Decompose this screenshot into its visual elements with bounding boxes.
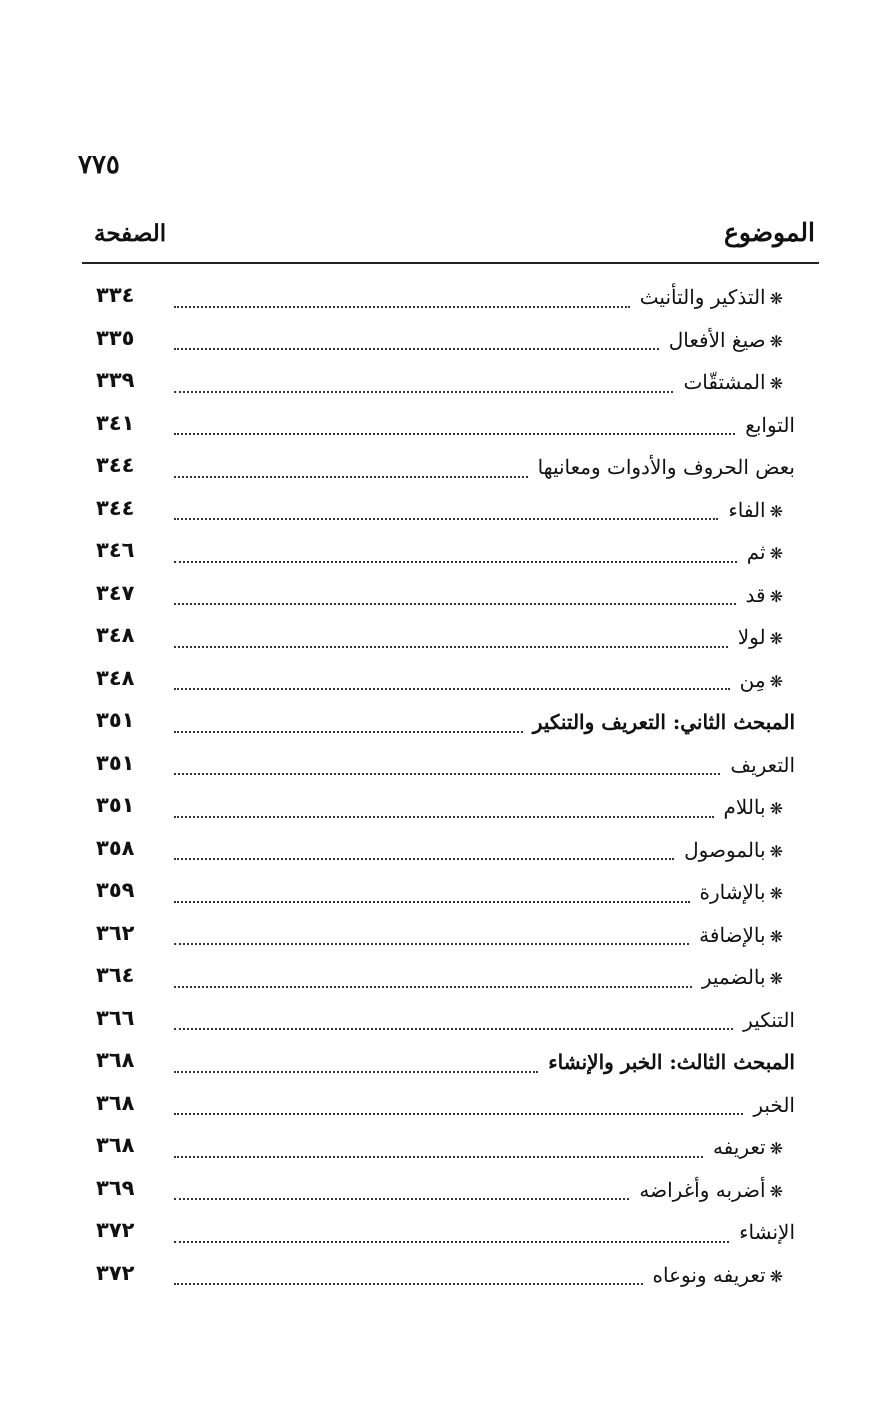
toc-entry-title-wrap: [749, 1093, 795, 1117]
toc-entry-title: الخبر: [753, 1092, 795, 1117]
toc-entry-title-wrap: [735, 1220, 795, 1244]
dot-leader: [174, 476, 528, 478]
bullet-star-icon: ❋: [769, 926, 783, 946]
toc-entry: [90, 534, 795, 577]
toc-entry-title-wrap: [736, 668, 783, 692]
toc-entry-title-wrap: [635, 1178, 783, 1202]
toc-entry-title: صيغ الأفعال: [668, 327, 766, 352]
toc-entry: [90, 1002, 795, 1045]
toc-entry: [90, 747, 795, 790]
toc-header: [88, 218, 815, 258]
toc-entry-page: ٣٥١: [96, 750, 135, 775]
toc-entry-title-wrap: [743, 540, 783, 564]
toc-entry-title: الإنشاء: [739, 1220, 795, 1244]
toc-entry-title: التنكير: [743, 1007, 795, 1032]
toc-entry: [90, 832, 795, 875]
toc-entry: [90, 1087, 795, 1130]
toc-entry: [90, 449, 795, 492]
toc-entry-title: بعض الحروف والأدوات ومعانيها: [537, 455, 795, 479]
toc-entry-title-wrap: [665, 328, 783, 352]
toc-entry-title: بالموصول: [684, 837, 766, 862]
toc-entry-page: ٣٦٩: [96, 1175, 135, 1200]
bullet-star-icon: ❋: [769, 1266, 783, 1286]
toc-entry-page: ٣٧٢: [96, 1260, 135, 1285]
toc-entry-page: ٣٥١: [96, 708, 135, 732]
toc-entry-page: ٣٦٨: [96, 1048, 135, 1072]
toc-entry-title: الفاء: [728, 497, 766, 522]
toc-entry-title: تعريفه ونوعاه: [652, 1262, 766, 1287]
toc-entry-page: ٣٤٧: [96, 580, 135, 605]
bullet-star-icon: ❋: [769, 374, 783, 393]
header-divider: [82, 262, 819, 264]
toc-entry-title: التوابع: [745, 412, 795, 437]
toc-entry: [90, 1129, 795, 1172]
toc-entry-page: ٣٦٤: [96, 963, 135, 987]
dot-leader: [174, 1283, 643, 1285]
dot-leader: [174, 986, 692, 988]
toc-entry-title-wrap: [534, 455, 795, 479]
dot-leader: [174, 901, 690, 903]
toc-entry-page: ٣٤٤: [96, 495, 135, 520]
toc-entry-title-wrap: [544, 1050, 795, 1074]
toc-entry-page: ٣٥٩: [96, 878, 135, 902]
dot-leader: [174, 561, 737, 563]
toc-entry-page: ٣٤٦: [96, 538, 135, 562]
toc-entry-title-wrap: [720, 795, 783, 819]
toc-entry: [90, 1214, 795, 1257]
toc-entry-title: التعريف: [730, 752, 795, 777]
bullet-star-icon: ❋: [769, 289, 783, 308]
toc-entry-page: ٣٥٨: [96, 835, 135, 860]
toc-entry-title-wrap: [726, 753, 795, 777]
toc-entry-title-wrap: [695, 923, 783, 947]
bullet-star-icon: ❋: [769, 1139, 783, 1158]
toc-entry-page: ٣٧٢: [96, 1218, 135, 1242]
toc-entry: [90, 1044, 795, 1087]
table-of-contents: [90, 279, 795, 1299]
toc-entry: [90, 1172, 795, 1215]
toc-entry-title: التذكير والتأنيث: [639, 285, 766, 309]
toc-entry-title: المشتقّات: [683, 370, 766, 394]
bullet-star-icon: ❋: [769, 671, 783, 691]
bullet-star-icon: ❋: [769, 799, 783, 818]
dot-leader: [174, 816, 714, 818]
toc-entry-title: مِن: [739, 667, 766, 692]
bullet-star-icon: ❋: [769, 331, 783, 351]
toc-entry-page: ٣٣٤: [96, 283, 135, 307]
toc-entry-title-wrap: [680, 838, 783, 862]
toc-entry: [90, 1257, 795, 1300]
dot-leader: [174, 1113, 743, 1115]
dot-leader: [174, 348, 659, 350]
toc-entry-page: ٣٤٨: [96, 623, 135, 647]
toc-entry-title-wrap: [649, 1263, 783, 1287]
toc-entry-title-wrap: [709, 1135, 783, 1159]
toc-entry-title: المبحث الثالث: الخبر والإنشاء: [548, 1050, 795, 1074]
dot-leader: [174, 603, 736, 605]
toc-entry: [90, 364, 795, 407]
toc-entry-title-wrap: [741, 413, 795, 437]
dot-leader: [174, 1156, 703, 1158]
toc-entry-title-wrap: [742, 583, 783, 607]
toc-entry-title-wrap: [696, 880, 783, 904]
dot-leader: [174, 433, 735, 435]
dot-leader: [174, 306, 630, 308]
toc-entry: [90, 704, 795, 747]
page-number: ٧٧٥: [78, 150, 120, 180]
bullet-star-icon: ❋: [769, 544, 783, 563]
page-column-label: الصفحة: [94, 220, 167, 247]
toc-entry-title-wrap: [724, 498, 783, 522]
toc-entry: [90, 917, 795, 960]
toc-entry-title: بالضمير: [701, 965, 766, 989]
dot-leader: [174, 518, 718, 520]
toc-entry: [90, 492, 795, 535]
toc-entry-page: ٣٤٤: [96, 453, 135, 477]
toc-entry: [90, 662, 795, 705]
dot-leader: [174, 646, 728, 648]
bullet-star-icon: ❋: [769, 501, 783, 521]
bullet-star-icon: ❋: [769, 629, 783, 648]
toc-entry-page: ٣٦٨: [96, 1133, 135, 1157]
toc-entry-title: أضربه وأغراضه: [639, 1177, 766, 1202]
dot-leader: [174, 731, 523, 733]
toc-entry: [90, 577, 795, 620]
toc-entry: [90, 279, 795, 322]
toc-entry-title-wrap: [739, 1008, 795, 1032]
bullet-star-icon: ❋: [769, 586, 783, 606]
toc-entry-page: ٣٣٩: [96, 368, 135, 392]
toc-entry-title-wrap: [679, 370, 783, 394]
bullet-star-icon: ❋: [769, 841, 783, 861]
toc-entry-page: ٣٦٨: [96, 1090, 135, 1115]
toc-entry-page: ٣٤٨: [96, 665, 135, 690]
toc-entry-title-wrap: [734, 625, 783, 649]
toc-entry-title: بالإشارة: [699, 880, 766, 904]
dot-leader: [174, 1028, 733, 1030]
toc-entry-title-wrap: [698, 965, 783, 989]
dot-leader: [174, 773, 720, 775]
toc-entry-page: ٣٥١: [96, 793, 135, 817]
bullet-star-icon: ❋: [769, 969, 783, 988]
dot-leader: [174, 1241, 729, 1243]
dot-leader: [174, 688, 730, 690]
toc-entry-title: ثم: [746, 540, 766, 564]
toc-entry-title: باللام: [723, 795, 766, 819]
bullet-star-icon: ❋: [769, 1181, 783, 1201]
dot-leader: [174, 943, 689, 945]
toc-entry: [90, 874, 795, 917]
toc-entry-title-wrap: [636, 285, 783, 309]
toc-entry-title: قد: [745, 582, 766, 607]
toc-entry: [90, 789, 795, 832]
dot-leader: [174, 1198, 629, 1200]
bullet-star-icon: ❋: [769, 884, 783, 903]
toc-entry: [90, 407, 795, 450]
toc-entry: [90, 959, 795, 1002]
dot-leader: [174, 1071, 538, 1073]
topic-column-label: الموضوع: [724, 218, 815, 247]
toc-entry-page: ٣٤١: [96, 410, 135, 435]
toc-entry-page: ٣٦٦: [96, 1005, 135, 1030]
toc-entry-title: المبحث الثاني: التعريف والتنكير: [532, 710, 795, 734]
toc-entry: [90, 322, 795, 365]
toc-entry-title: لولا: [737, 625, 766, 649]
toc-entry-title: تعريفه: [712, 1135, 766, 1159]
dot-leader: [174, 858, 674, 860]
toc-entry-title: بالإضافة: [699, 922, 766, 947]
toc-entry-page: ٣٦٢: [96, 920, 135, 945]
toc-entry-title-wrap: [529, 710, 795, 734]
toc-entry-page: ٣٣٥: [96, 325, 135, 350]
toc-entry: [90, 619, 795, 662]
dot-leader: [174, 391, 673, 393]
